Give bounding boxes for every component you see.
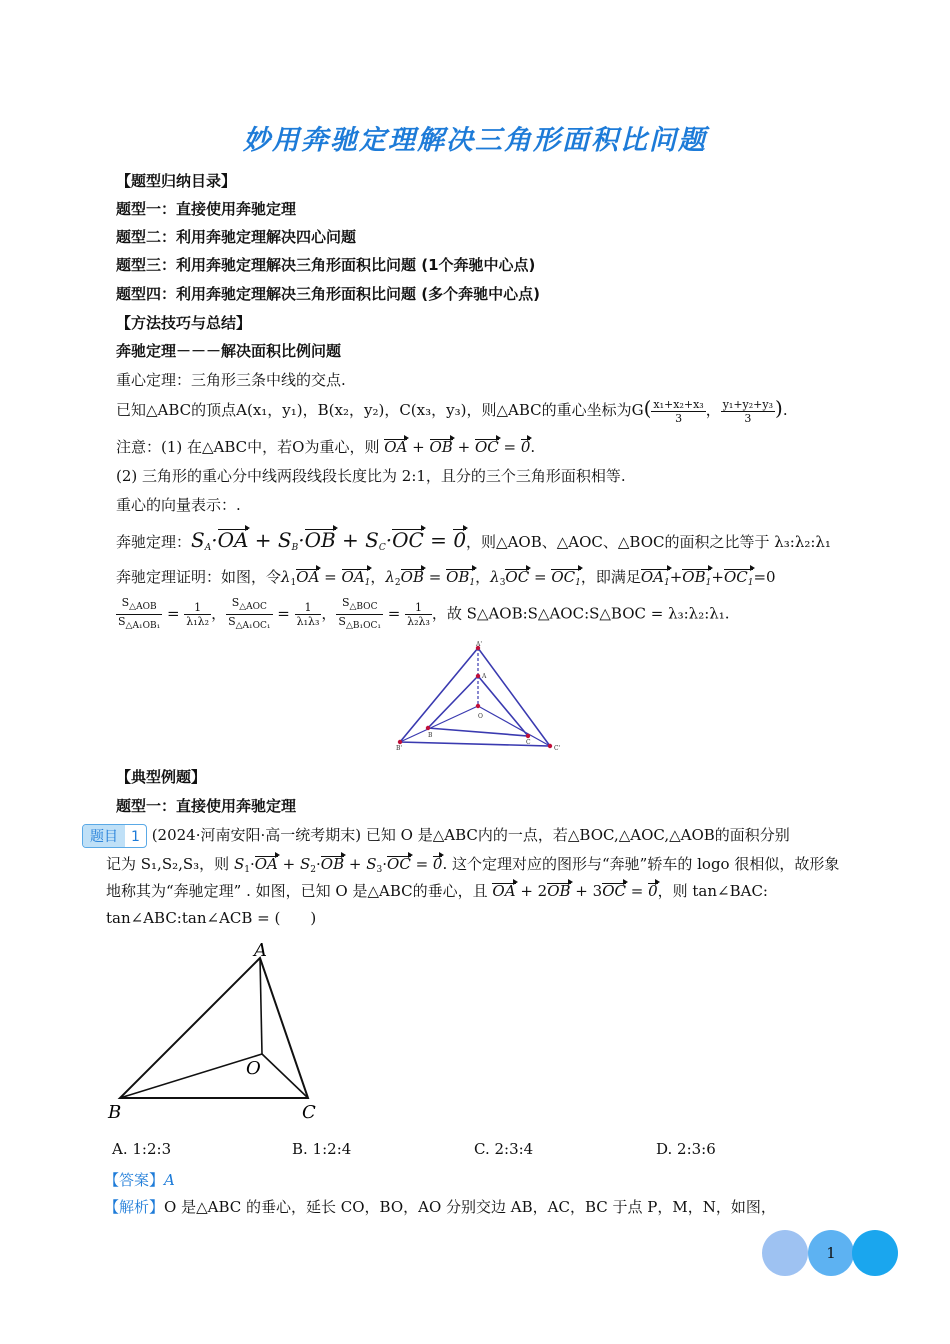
label-b: B [108, 1102, 122, 1123]
label-c: C [526, 739, 531, 746]
benz-theorem: 奔驰定理：$S_A\cdot OA + S_B\cdot OB + S_C\cdot OC = 0$，则△AOB、△AOC、△BOC的面积之比等于 λ₃:λ₂:λ₁ [116, 528, 831, 553]
area-ratio-line: $\frac{S_{\triangle AOB}}{S_{\triangle A_1OB_1}}$ = $\frac{1}{\text{λ₁λ₂}}$ ， $\frac{S_{\triangle AOC}}{S_{\triangle A_1OC_1}}$ = $\frac{1}{\text{λ₁λ₃}}$ ， $\frac{S_{\triangle BOC}}{S_{\triangle B_1OC_1}}$ = $\frac{1}{\text{λ₂λ₃}}$ ，故 S△AOB:S△AOC:S△BOC = λ₃:λ₂:λ₁. [118, 596, 730, 631]
orthocenter-figure [100, 936, 340, 1126]
note-1: 注意：(1) 在△ABC中，若O为重心，则 OA + OB + OC = 0. [116, 438, 536, 456]
page-number: 1 [808, 1230, 854, 1276]
examples-type1: 题型一：直接使用奔驰定理 [116, 797, 297, 815]
label-a: A [482, 673, 487, 680]
triangle-abc [120, 958, 308, 1098]
method-heading: 【方法技巧与总结】 [116, 314, 252, 332]
point-a [476, 674, 480, 678]
point-o [476, 704, 480, 708]
label-a: A [254, 940, 267, 961]
fraction-x: $\frac{\text{x₁+x₂+x₃}}{3}$ [653, 397, 704, 425]
answer-line [104, 1169, 175, 1190]
problem-badge: 题目 1 [82, 824, 147, 848]
choice-a: A. 1:2:3 [112, 1140, 172, 1158]
page-circle-right [852, 1230, 898, 1276]
page-circle-left [762, 1230, 808, 1276]
analysis-line [104, 1196, 776, 1217]
problem-line-3: 地称其为“奔驰定理” . 如图，已知 O 是△ABC的垂心，且 OA + 2OB + 3OC = 0，则 tan∠BAC: [106, 882, 768, 900]
problem-line-4: tan∠ABC:tan∠ACB = ( ) [106, 909, 317, 927]
toc-heading: 【题型归纳目录】 [116, 172, 237, 190]
examples-heading: 【典型例题】 [116, 768, 207, 786]
problem-line-2: 记为 S₁,S₂,S₃，则 $S_1\cdot OA + S_2\cdot OB + S_3\cdot OC = 0$. 这个定理对应的图形与“奔驰”轿车的 logo 很相似，故形象 [106, 855, 840, 875]
point-b1 [398, 740, 402, 744]
choice-c: C. 2:3:4 [474, 1140, 534, 1158]
analysis-label: 【解析】 [104, 1198, 165, 1216]
centroid-coordinate-line: 已知△ABC的顶点A(x₁，y₁)，B(x₂，y₂)，C(x₃，y₃)，则△ABC的重心坐标为G( $\frac{\text{x₁+x₂+x₃}}{3}$ ， $\frac{\text{y₁+y₂+y₃}}{3}$ ). [116, 396, 788, 425]
analysis-text: O 是△ABC 的垂心，延长 CO，BO，AO 分别交边 AB，AC，BC 于点 P，M，N，如图， [164, 1198, 776, 1216]
coordinate-text: 已知△ABC的顶点A(x₁，y₁)，B(x₂，y₂)，C(x₃，y₃)，则△ABC的重心坐标为G [116, 401, 644, 419]
answer-value: A [164, 1171, 175, 1189]
toc-item-4: 题型四：利用奔驰定理解决三角形面积比问题 (多个奔驰中心点) [116, 285, 540, 303]
method-subheading: 奔驰定理－－－解决面积比例问题 [116, 342, 342, 360]
toc-item-3: 题型三：利用奔驰定理解决三角形面积比问题 (1个奔驰中心点) [116, 256, 536, 274]
fraction-y: $\frac{\text{y₁+y₂+y₃}}{3}$ [722, 397, 774, 425]
label-b1: B' [396, 745, 403, 752]
benz-proof: 奔驰定理证明：如图，令$\lambda_1OA = OA_1$，$\lambda_2OB = OB_1$，$\lambda_3OC = OC_1$，即满足$OA_1+OB_1+OC_1=0$ [116, 568, 776, 588]
toc-item-2: 题型二：利用奔驰定理解决四心问题 [116, 228, 357, 246]
label-a1: A' [476, 641, 482, 648]
point-c1 [548, 744, 552, 748]
problem-line-1: 题目 1 (2024·河南安阳·高一统考期末) 已知 O 是△ABC内的一点，若△BOC,△AOC,△AOB的面积分别 [82, 824, 790, 848]
label-b: B [428, 732, 433, 739]
label-o: O [478, 713, 483, 720]
point-c [526, 734, 530, 738]
note-2: (2) 三角形的重心分中线两段线段长度比为 2:1，且分的三个三角形面积相等. [116, 467, 626, 485]
point-b [426, 726, 430, 730]
toc-item-1: 题型一：直接使用奔驰定理 [116, 200, 297, 218]
page-title: 妙用奔驰定理解决三角形面积比问题 [243, 125, 707, 156]
label-c1: C' [554, 745, 561, 752]
choice-b: B. 1:2:4 [292, 1140, 352, 1158]
answer-label: 【答案】 [104, 1171, 165, 1189]
choice-d: D. 2:3:6 [656, 1140, 716, 1158]
benz-proof-figure [392, 638, 572, 753]
centroid-definition: 重心定理：三角形三条中线的交点. [116, 371, 346, 389]
label-o: O [246, 1058, 261, 1079]
vector-representation: 重心的向量表示：. [116, 496, 241, 514]
label-c: C [302, 1102, 316, 1123]
